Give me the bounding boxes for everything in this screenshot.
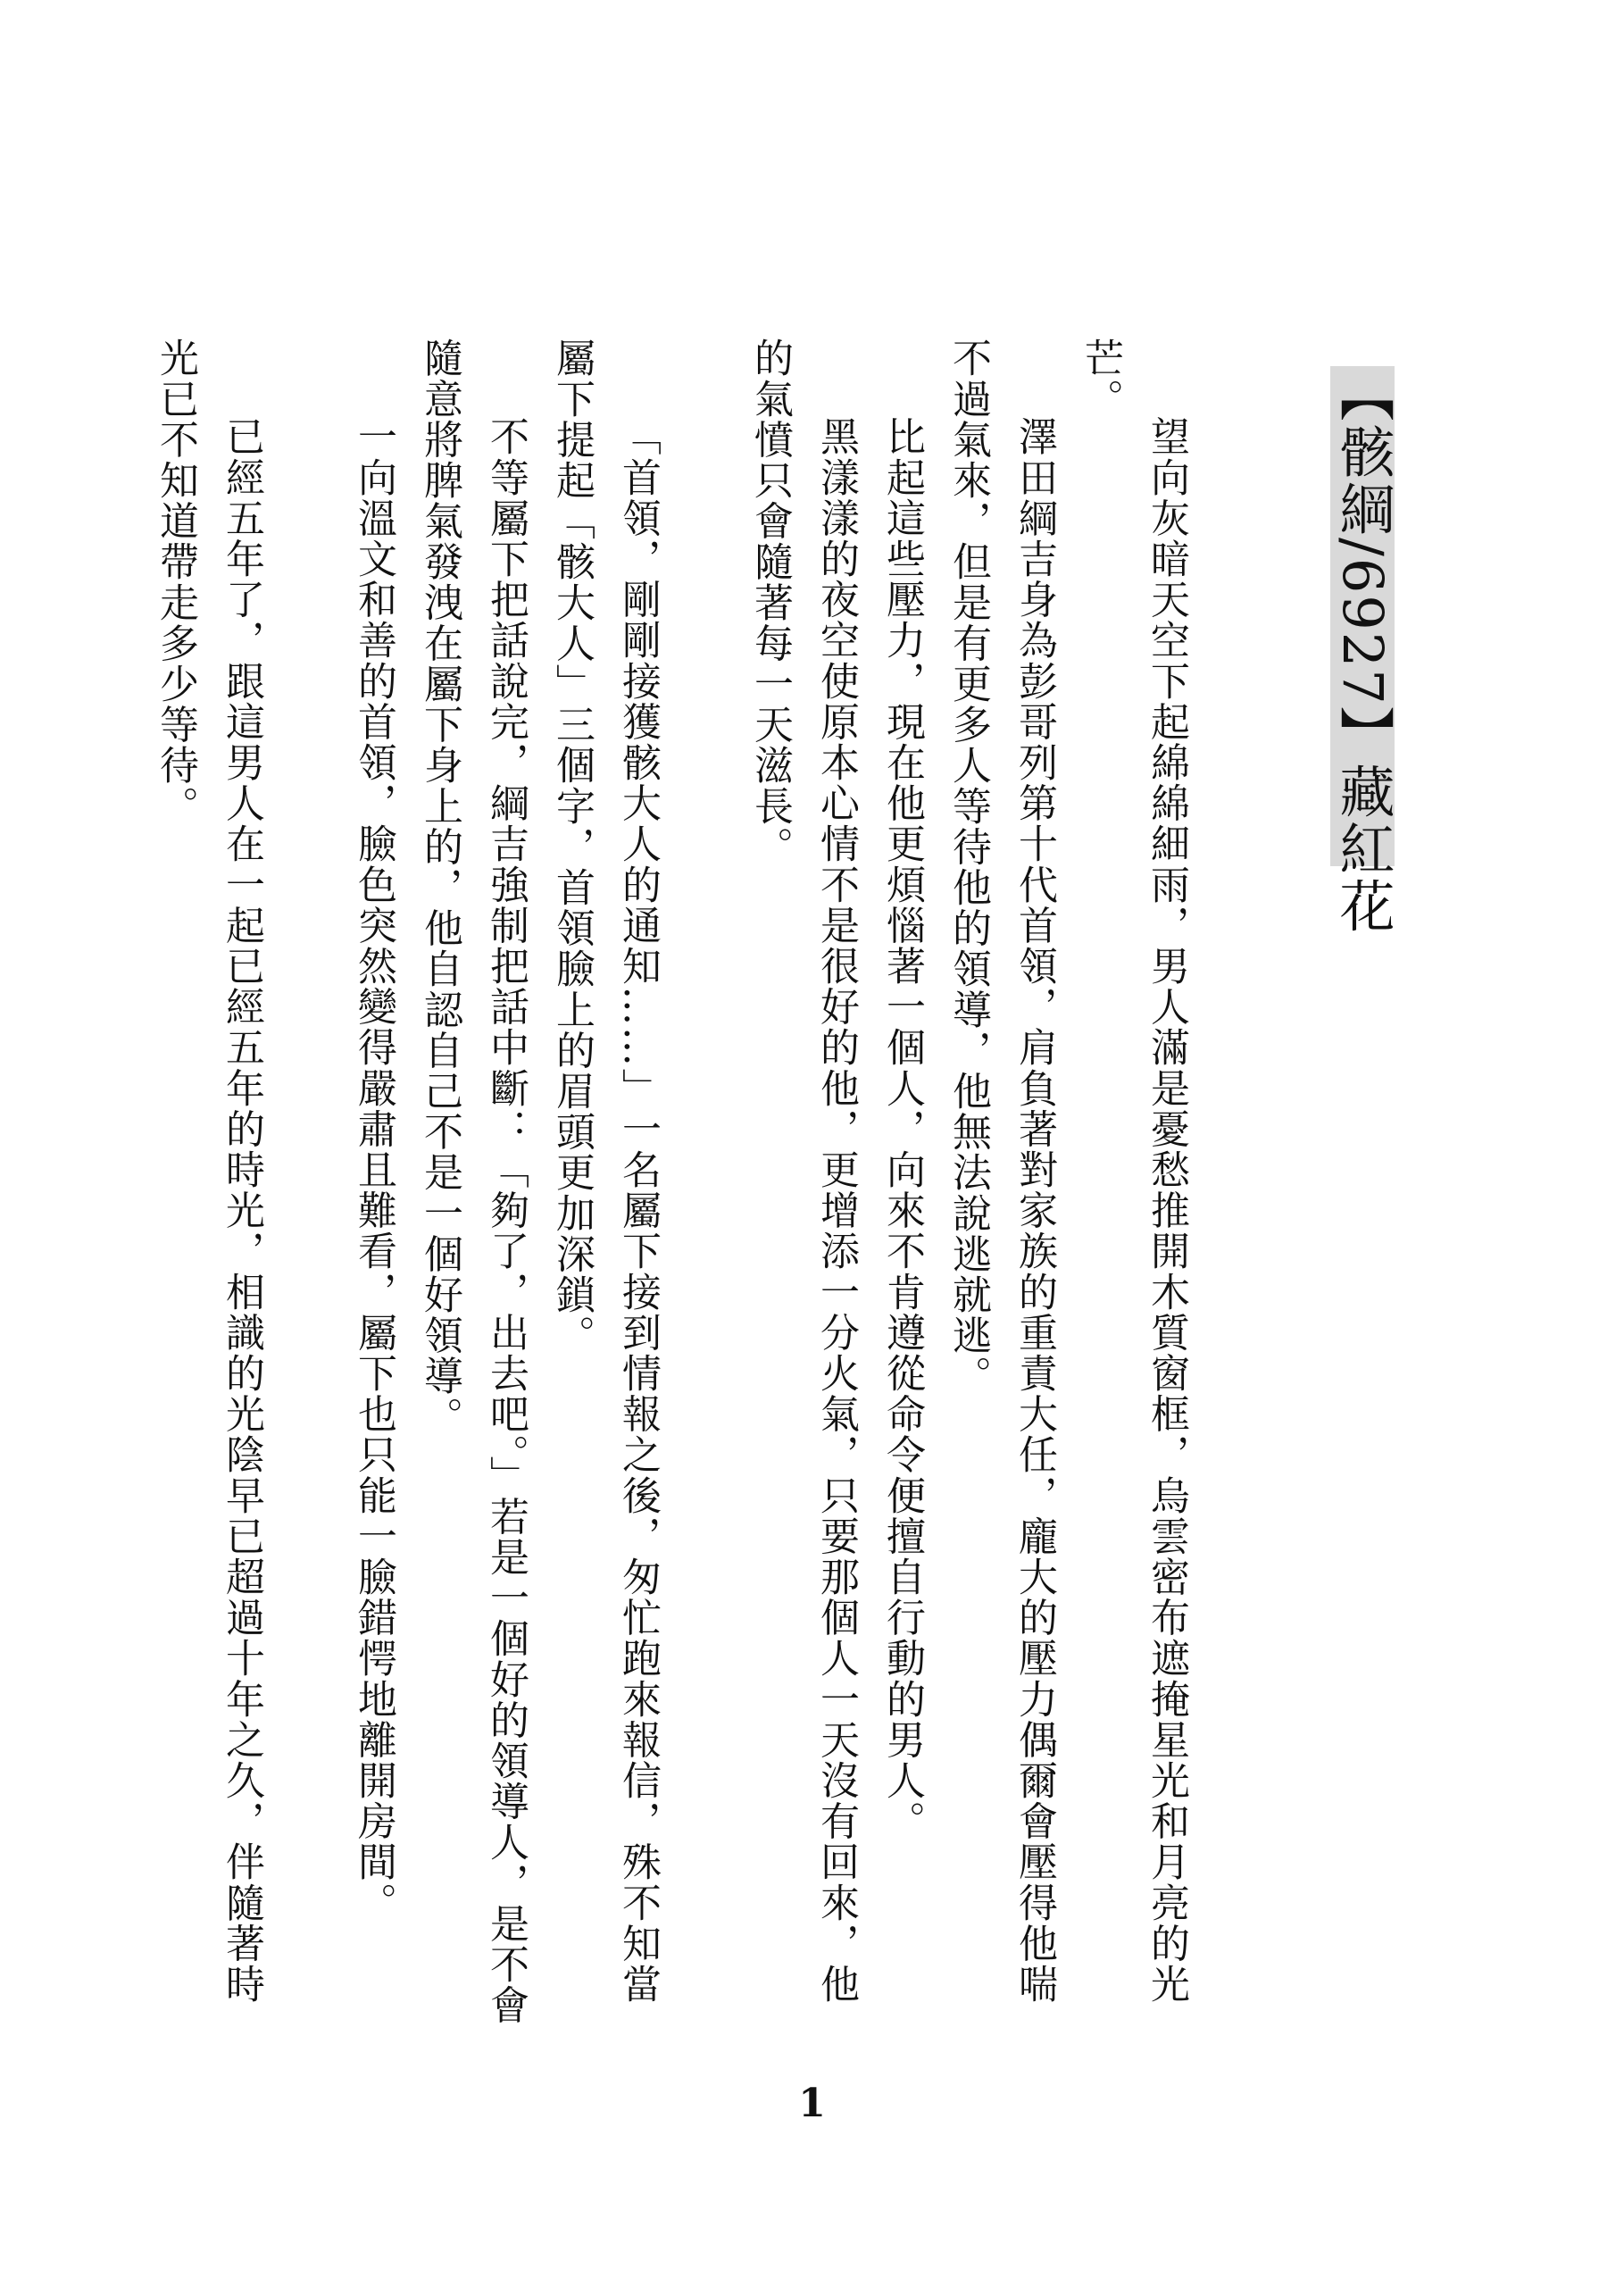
blank-line [670,338,737,2034]
paragraph: 澤田綱吉身為彭哥列第十代首領，肩負著對家族的重責大任，龐大的壓力偶爾會壓得他喘不過氣來，但是有更多人等待他的領導，他無法說逃就逃。 [945,338,1057,2005]
body-text [153,338,1199,2034]
paragraph: 已經五年了，跟這男人在一起已經五年的時光，相識的光陰早已超過十年之久，伴隨著時光已不知道帶走多少等待。 [153,338,264,2005]
paragraph: 「首領，剛剛接獲骸大人的通知……」一名屬下接到情報之後，匆忙跑來報信，殊不知當屬下提起「骸大人」三個字，首領臉上的眉頭更加深鎖。 [549,338,661,2005]
page-number: 1 [798,2081,826,2126]
paragraph: 望向灰暗天空下起綿綿細雨，男人滿是憂愁推開木質窗框，烏雲密布遮掩星光和月亮的光芒。 [1078,338,1189,2005]
chapter-title: 【骸綱/6927】藏紅花 [1330,366,1395,935]
paragraph: 一向溫文和善的首領，臉色突然變得嚴肅且難看，屬下也只能一臉錯愕地離開房間。 [351,416,396,1923]
blank-line [274,338,340,2034]
paragraph: 比起這些壓力，現在他更煩惱著一個人，向來不肯遵從命令便擅自行動的男人。 [879,416,925,1841]
paragraph: 不等屬下把話說完，綱吉強制把話中斷：「夠了，出去吧。」若是一個好的領導人，是不會隨意將脾氣發洩在屬下身上的，他自認自己不是一個好領導。 [417,338,529,2025]
paragraph: 黑漾漾的夜空使原本心情不是很好的他，更增添一分火氣，只要那個人一天沒有回來，他的氣憤只會隨著每一天滋長。 [747,338,859,2005]
